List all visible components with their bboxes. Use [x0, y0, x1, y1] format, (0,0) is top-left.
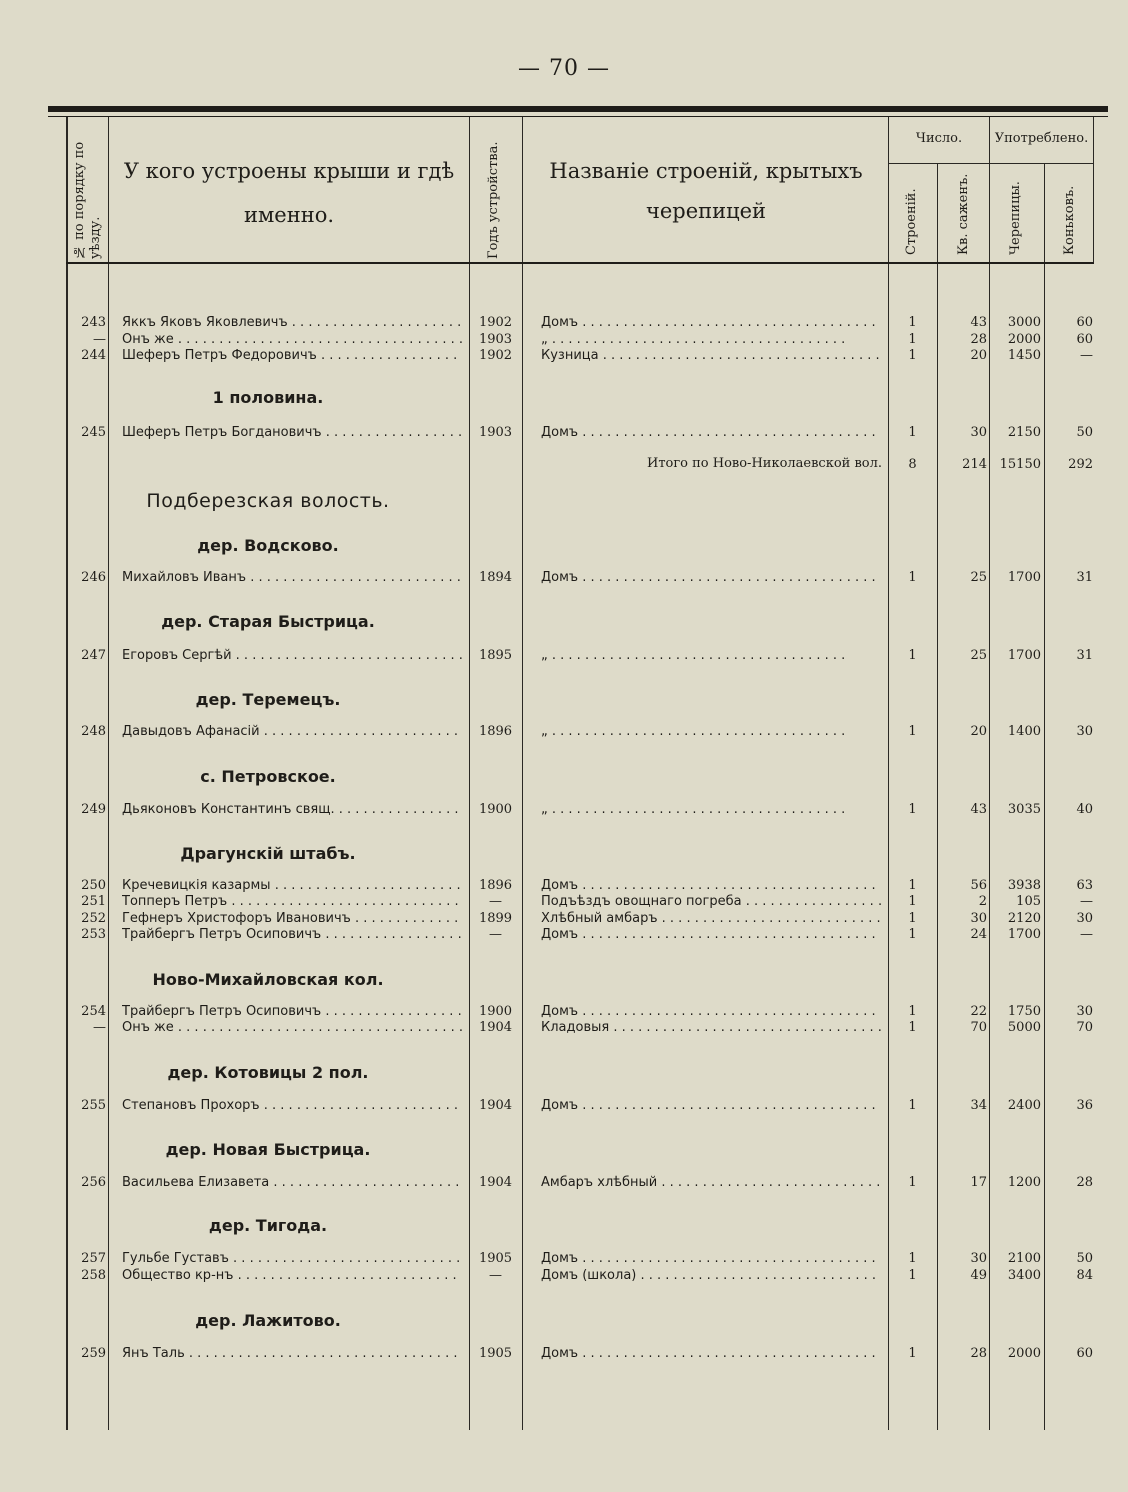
- area-sazhen: 30: [970, 425, 987, 440]
- row-number: 255: [81, 1098, 106, 1113]
- tiles-count: 105: [1016, 894, 1041, 909]
- header-buildings: Строеній.: [904, 188, 919, 255]
- building-count: 1: [908, 1268, 917, 1283]
- owner-name: Трайбергъ Петръ Осиповичъ . . .: [122, 1003, 462, 1020]
- owner-name: Васильева Елизавета . . .: [122, 1174, 462, 1191]
- area-sazhen: 43: [970, 802, 987, 817]
- row-number: 254: [81, 1004, 106, 1019]
- section-heading: дер. Лажитово.: [195, 1311, 341, 1330]
- table-row: [66, 723, 1094, 740]
- owner-name: Давыдовъ Афанасій . . .: [122, 723, 462, 740]
- table-row: [66, 647, 1094, 664]
- building-name: „ . . .: [541, 331, 881, 348]
- year-built: 1904: [478, 1098, 513, 1113]
- year-built: 1896: [478, 878, 513, 893]
- ridges-count: 28: [1076, 1175, 1093, 1190]
- area-sazhen: 34: [970, 1098, 987, 1113]
- ridges-count: 31: [1076, 648, 1093, 663]
- owner-name: Онъ же . . .: [122, 1019, 462, 1036]
- header-tiles: Черепицы.: [1008, 181, 1023, 255]
- total-label: Итого по Ново-Николаевской вол.: [647, 456, 882, 471]
- total-ridges: 292: [1068, 457, 1093, 472]
- building-count: 1: [908, 802, 917, 817]
- area-sazhen: 22: [970, 1004, 987, 1019]
- area-sazhen: 43: [970, 315, 987, 330]
- building-name: Домъ . . .: [541, 1250, 881, 1267]
- building-count: 1: [908, 315, 917, 330]
- building-count: 1: [908, 332, 917, 347]
- ridges-count: 40: [1076, 802, 1093, 817]
- year-built: —: [489, 894, 502, 909]
- top-rule-thick: [48, 106, 1108, 112]
- section-heading: дер. Котовицы 2 пол.: [167, 1063, 369, 1082]
- ridges-count: 50: [1076, 1251, 1093, 1266]
- table-row: [66, 926, 1094, 943]
- section-heading: дер. Тигода.: [208, 1216, 328, 1235]
- building-name: Домъ . . .: [541, 1003, 881, 1020]
- table-row: [66, 1174, 1094, 1191]
- owner-name: Шеферъ Петръ Богдановичъ . . .: [122, 424, 462, 441]
- tiles-count: 1700: [1007, 570, 1041, 585]
- owner-name: Гефнеръ Христофоръ Ивановичъ . . .: [122, 910, 462, 927]
- tiles-count: 1200: [1007, 1175, 1041, 1190]
- building-count: 1: [908, 724, 917, 739]
- tiles-count: 1700: [1007, 648, 1041, 663]
- building-count: 1: [908, 348, 917, 363]
- area-sazhen: 70: [970, 1020, 987, 1035]
- header-area: Кв. саженъ.: [956, 173, 971, 255]
- building-count: 1: [908, 425, 917, 440]
- year-built: 1902: [478, 315, 513, 330]
- table-row: [66, 1345, 1094, 1362]
- table-row: [66, 1267, 1094, 1284]
- tiles-count: 2150: [1007, 425, 1041, 440]
- section-heading: Ново-Михайловская кол.: [152, 970, 384, 989]
- building-name: Домъ . . .: [541, 1345, 881, 1362]
- row-number: 243: [81, 315, 106, 330]
- building-name: Кладовыя . . .: [541, 1019, 881, 1036]
- owner-name: Общество кр-нъ . . .: [122, 1267, 462, 1284]
- table-row: [66, 801, 1094, 818]
- tiles-count: 2120: [1007, 911, 1041, 926]
- building-name: Домъ . . .: [541, 314, 881, 331]
- building-name: Подъѣздъ овощнаго погреба . . .: [541, 893, 881, 910]
- tiles-count: 5000: [1007, 1020, 1041, 1035]
- section-heading: 1 половина.: [212, 388, 324, 407]
- header-used-group: Употреблено.: [994, 131, 1089, 146]
- year-built: 1905: [478, 1251, 513, 1266]
- section-heading: Подберезская волость.: [146, 490, 390, 512]
- table-row: [66, 910, 1094, 927]
- table-row: [66, 1250, 1094, 1267]
- table-row: [66, 569, 1094, 586]
- area-sazhen: 28: [970, 332, 987, 347]
- year-built: 1904: [478, 1175, 513, 1190]
- table-row: [66, 331, 1094, 348]
- year-built: —: [489, 927, 502, 942]
- building-count: 1: [908, 570, 917, 585]
- tiles-count: 3938: [1007, 878, 1041, 893]
- ridges-count: —: [1080, 894, 1093, 909]
- year-built: 1899: [478, 911, 513, 926]
- tiles-count: 1750: [1007, 1004, 1041, 1019]
- building-name: Амбаръ хлѣбный . . .: [541, 1174, 881, 1191]
- table-row: [66, 877, 1094, 894]
- section-heading: дер. Водсково.: [197, 536, 339, 555]
- owner-name: Топперъ Петръ . . .: [122, 893, 462, 910]
- building-count: 1: [908, 894, 917, 909]
- row-number: 247: [81, 648, 106, 663]
- row-number: 245: [81, 425, 106, 440]
- building-count: 1: [908, 1346, 917, 1361]
- building-name: „ . . .: [541, 801, 881, 818]
- year-built: 1895: [478, 648, 513, 663]
- building-name: Домъ . . .: [541, 1097, 881, 1114]
- ridges-count: 63: [1076, 878, 1093, 893]
- header-num: № по порядку по уѣзду.: [72, 141, 103, 259]
- building-count: 1: [908, 927, 917, 942]
- row-number: 249: [81, 802, 106, 817]
- tiles-count: 1450: [1007, 348, 1041, 363]
- owner-name: Дьяконовъ Константинъ свящ. . . .: [122, 801, 462, 818]
- ridges-count: 36: [1076, 1098, 1093, 1113]
- ridges-count: 60: [1076, 1346, 1093, 1361]
- section-heading: дер. Новая Быстрица.: [165, 1140, 371, 1159]
- tiles-count: 2400: [1007, 1098, 1041, 1113]
- tiles-count: 3035: [1007, 802, 1041, 817]
- area-sazhen: 2: [978, 894, 987, 909]
- owner-name: Онъ же . . .: [122, 331, 462, 348]
- building-count: 1: [908, 1004, 917, 1019]
- row-number: 251: [81, 894, 106, 909]
- ridges-count: —: [1080, 348, 1093, 363]
- year-built: 1905: [478, 1346, 513, 1361]
- building-count: 1: [908, 878, 917, 893]
- area-sazhen: 24: [970, 927, 987, 942]
- tiles-count: 2000: [1007, 332, 1041, 347]
- header-count-group: Число.: [915, 131, 963, 146]
- area-sazhen: 20: [970, 348, 987, 363]
- total-tiles: 15150: [999, 457, 1041, 472]
- year-built: 1902: [478, 348, 513, 363]
- building-count: 1: [908, 911, 917, 926]
- ridges-count: 30: [1076, 1004, 1093, 1019]
- building-name: „ . . .: [541, 723, 881, 740]
- year-built: 1903: [478, 332, 513, 347]
- section-heading: дер. Старая Быстрица.: [161, 612, 375, 631]
- owner-name: Янъ Таль . . .: [122, 1345, 462, 1362]
- owner-name: Михайловъ Иванъ . . .: [122, 569, 462, 586]
- area-sazhen: 30: [970, 911, 987, 926]
- owner-name: Степановъ Прохоръ . . .: [122, 1097, 462, 1114]
- building-count: 1: [908, 1020, 917, 1035]
- building-name: Домъ . . .: [541, 424, 881, 441]
- ridges-count: 31: [1076, 570, 1093, 585]
- area-sazhen: 17: [970, 1175, 987, 1190]
- building-count: 1: [908, 1175, 917, 1190]
- tiles-count: 3400: [1007, 1268, 1041, 1283]
- year-built: —: [489, 1268, 502, 1283]
- building-name: Домъ . . .: [541, 926, 881, 943]
- owner-name: Гульбе Густавъ . . .: [122, 1250, 462, 1267]
- row-number: 256: [81, 1175, 106, 1190]
- area-sazhen: 25: [970, 648, 987, 663]
- total-buildings: 8: [908, 457, 917, 472]
- table-row: [66, 893, 1094, 910]
- table-row: [66, 1097, 1094, 1114]
- table-row: [66, 1019, 1094, 1036]
- year-built: 1903: [478, 425, 513, 440]
- area-sazhen: 20: [970, 724, 987, 739]
- ridges-count: 60: [1076, 332, 1093, 347]
- year-built: 1900: [478, 1004, 513, 1019]
- total-row: [66, 456, 1094, 473]
- header-ridges: Коньковъ.: [1062, 185, 1077, 255]
- ridges-count: —: [1080, 927, 1093, 942]
- table-row: [66, 314, 1094, 331]
- header-building: Названіе строеній, крытыхъ черепицей: [549, 159, 863, 223]
- owner-name: Яккъ Яковъ Яковлевичъ . . .: [122, 314, 462, 331]
- table-row: [66, 1003, 1094, 1020]
- year-built: 1896: [478, 724, 513, 739]
- owner-name: Шеферъ Петръ Федоровичъ . . .: [122, 347, 462, 364]
- building-name: Домъ . . .: [541, 569, 881, 586]
- area-sazhen: 28: [970, 1346, 987, 1361]
- building-name: Хлѣбный амбаръ . . .: [541, 910, 881, 927]
- tiles-count: 2100: [1007, 1251, 1041, 1266]
- header-year: Годъ устройства.: [486, 141, 501, 259]
- tiles-count: 3000: [1007, 315, 1041, 330]
- building-name: „ . . .: [541, 647, 881, 664]
- ridges-count: 50: [1076, 425, 1093, 440]
- tiles-count: 1700: [1007, 927, 1041, 942]
- row-number: 250: [81, 878, 106, 893]
- row-number: —: [93, 1020, 106, 1035]
- building-name: Кузница . . .: [541, 347, 881, 364]
- row-number: 248: [81, 724, 106, 739]
- page-number: — 70 —: [518, 56, 610, 81]
- section-heading: Драгунскій штабъ.: [180, 844, 356, 863]
- section-heading: с. Петровское.: [200, 767, 336, 786]
- building-count: 1: [908, 1098, 917, 1113]
- owner-name: Кречевицкія казармы . . .: [122, 877, 462, 894]
- area-sazhen: 56: [970, 878, 987, 893]
- row-number: 244: [81, 348, 106, 363]
- ridges-count: 84: [1076, 1268, 1093, 1283]
- tiles-count: 2000: [1007, 1346, 1041, 1361]
- row-number: 253: [81, 927, 106, 942]
- header-divider: [66, 262, 1094, 264]
- tiles-count: 1400: [1007, 724, 1041, 739]
- row-number: —: [93, 332, 106, 347]
- year-built: 1904: [478, 1020, 513, 1035]
- owner-name: Егоровъ Сергѣй . . .: [122, 647, 462, 664]
- ridges-count: 60: [1076, 315, 1093, 330]
- building-name: Домъ . . .: [541, 877, 881, 894]
- row-number: 252: [81, 911, 106, 926]
- area-sazhen: 30: [970, 1251, 987, 1266]
- header-owner: У кого устроены крыши и гдѣ именно.: [123, 159, 455, 227]
- building-count: 1: [908, 1251, 917, 1266]
- table-row: [66, 424, 1094, 441]
- owner-name: Трайбергъ Петръ Осиповичъ . . .: [122, 926, 462, 943]
- ridges-count: 70: [1076, 1020, 1093, 1035]
- row-number: 246: [81, 570, 106, 585]
- building-name: Домъ (школа) . . .: [541, 1267, 881, 1284]
- ridges-count: 30: [1076, 911, 1093, 926]
- total-area: 214: [962, 457, 987, 472]
- year-built: 1900: [478, 802, 513, 817]
- year-built: 1894: [478, 570, 513, 585]
- section-heading: дер. Теремецъ.: [195, 690, 341, 709]
- area-sazhen: 25: [970, 570, 987, 585]
- row-number: 258: [81, 1268, 106, 1283]
- row-number: 259: [81, 1346, 106, 1361]
- ridges-count: 30: [1076, 724, 1093, 739]
- row-number: 257: [81, 1251, 106, 1266]
- table-row: [66, 347, 1094, 364]
- building-count: 1: [908, 648, 917, 663]
- area-sazhen: 49: [970, 1268, 987, 1283]
